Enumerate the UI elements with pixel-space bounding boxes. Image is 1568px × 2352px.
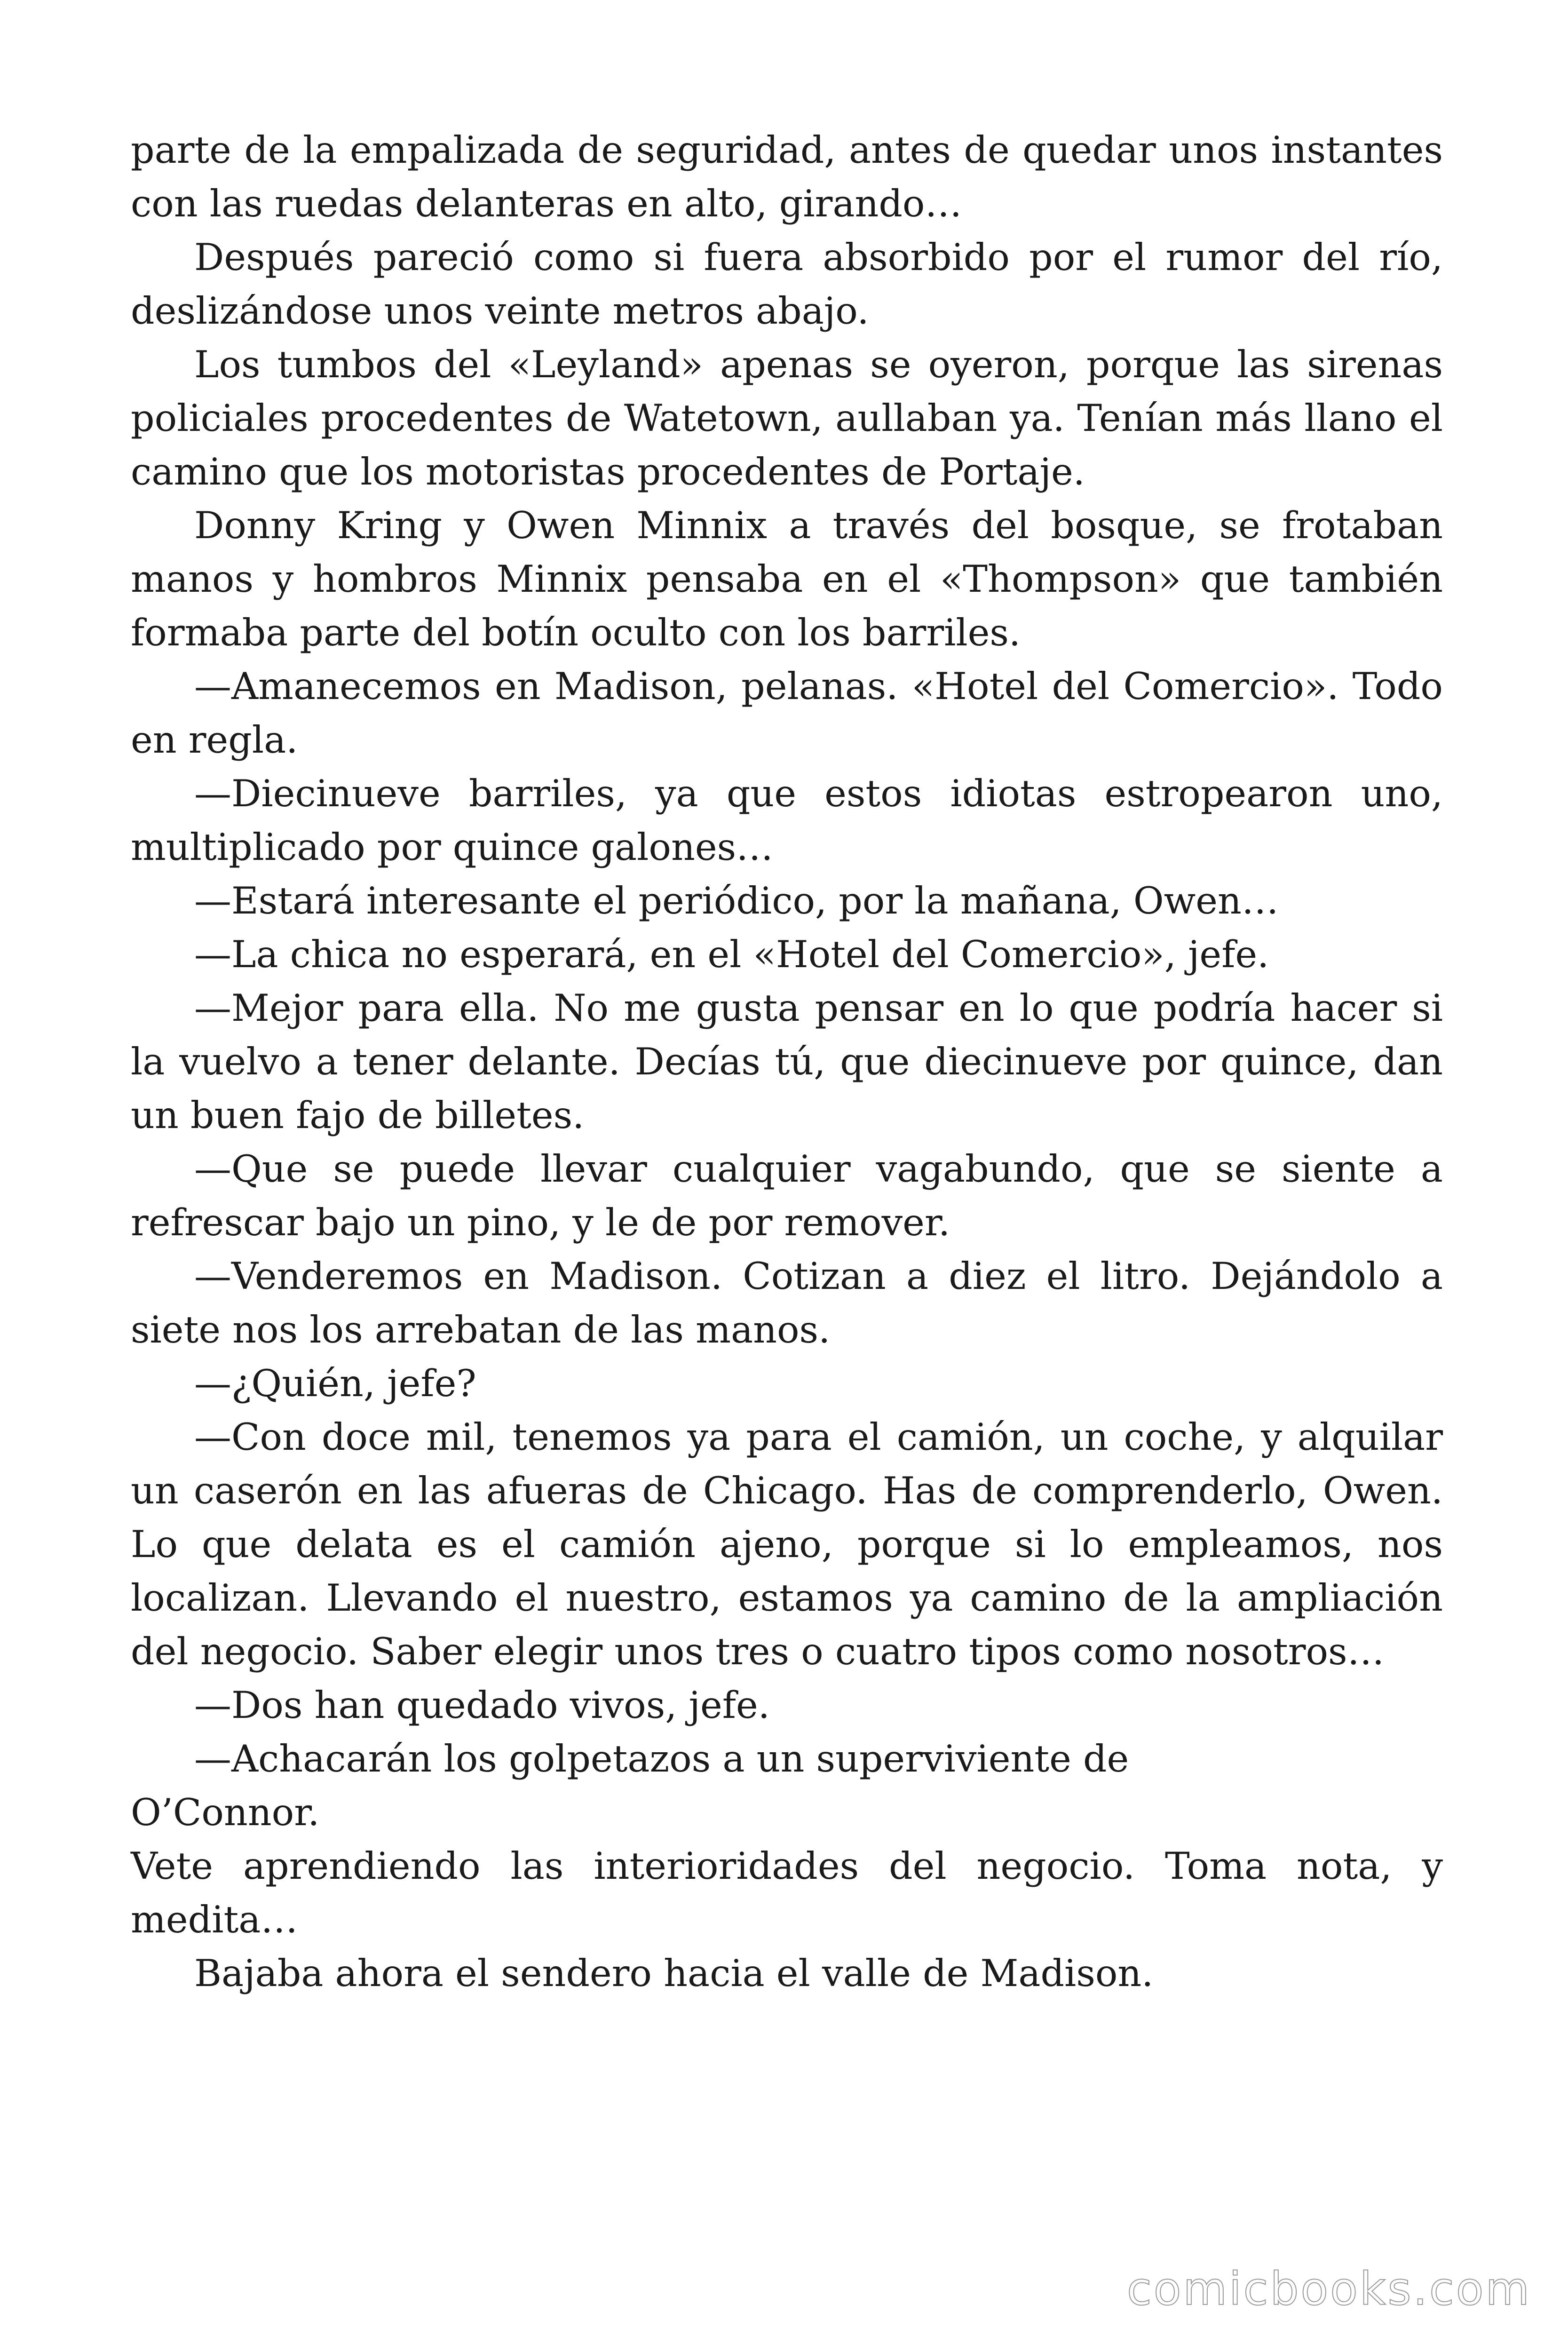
paragraph: —Que se puede llevar cualquier vagabundo, que se siente a refrescar bajo un pino, y le de por remover. [131, 1147, 1443, 1244]
paragraph: —Venderemos en Madison. Cotizan a diez el litro. Dejándolo a siete nos los arrebatan de las manos. [131, 1255, 1443, 1351]
paragraph: —Amanecemos en Madison, pelanas. «Hotel del Comercio». Todo en regla. [131, 665, 1443, 762]
body-text [131, 123, 1443, 2000]
paragraph: Vete aprendiendo las interioridades del negocio. Toma nota, y medita… [131, 1844, 1443, 1941]
paragraph: —Achacarán los golpetazos a un superviviente de [194, 1737, 1129, 1780]
paragraph: O’Connor. [131, 1791, 320, 1834]
paragraph: Bajaba ahora el sendero hacia el valle de Madison. [194, 1952, 1154, 1995]
paragraph: —Dos han quedado vivos, jefe. [194, 1684, 770, 1727]
paragraph: —Estará interesante el periódico, por la mañana, Owen… [194, 879, 1279, 922]
paragraph: parte de la empalizada de seguridad, antes de quedar unos instantes con las ruedas delanteras en alto, girando… [131, 128, 1443, 225]
watermark-logo: comicbooks.com [1126, 2263, 1531, 2315]
paragraph: —La chica no esperará, en el «Hotel del Comercio», jefe. [194, 933, 1269, 976]
paragraph: —Diecinueve barriles, ya que estos idiotas estropearon uno, multiplicado por quince galones… [131, 772, 1443, 869]
paragraph: Los tumbos del «Leyland» apenas se oyeron, porque las sirenas policiales procedentes de Watetown, aullaban ya. Tenían más llano el camino que los motoristas procedentes de Portaje. [131, 343, 1443, 493]
paragraph: Donny Kring y Owen Minnix a través del bosque, se frotaban manos y hombros Minnix pensaba en el «Thompson» que también formaba parte del botín oculto con los barriles. [131, 504, 1443, 654]
paragraph: Después pareció como si fuera absorbido por el rumor del río, deslizándose unos veinte metros abajo. [131, 236, 1443, 333]
paragraph: —Mejor para ella. No me gusta pensar en lo que podría hacer si la vuelvo a tener delante. Decías tú, que diecinueve por quince, dan un buen fajo de billetes. [131, 986, 1443, 1137]
paragraph: —Con doce mil, tenemos ya para el camión, un coche, y alquilar un caserón en las afueras de Chicago. Has de comprenderlo, Owen. Lo que delata es el camión ajeno, porque si lo empleamos, nos localizan. Llevando el nuestro, estamos ya camino de la ampliación del negocio. Saber elegir unos tres o cuatro tipos como nosotros… [131, 1415, 1443, 1673]
paragraph: —¿Quién, jefe? [194, 1362, 476, 1405]
